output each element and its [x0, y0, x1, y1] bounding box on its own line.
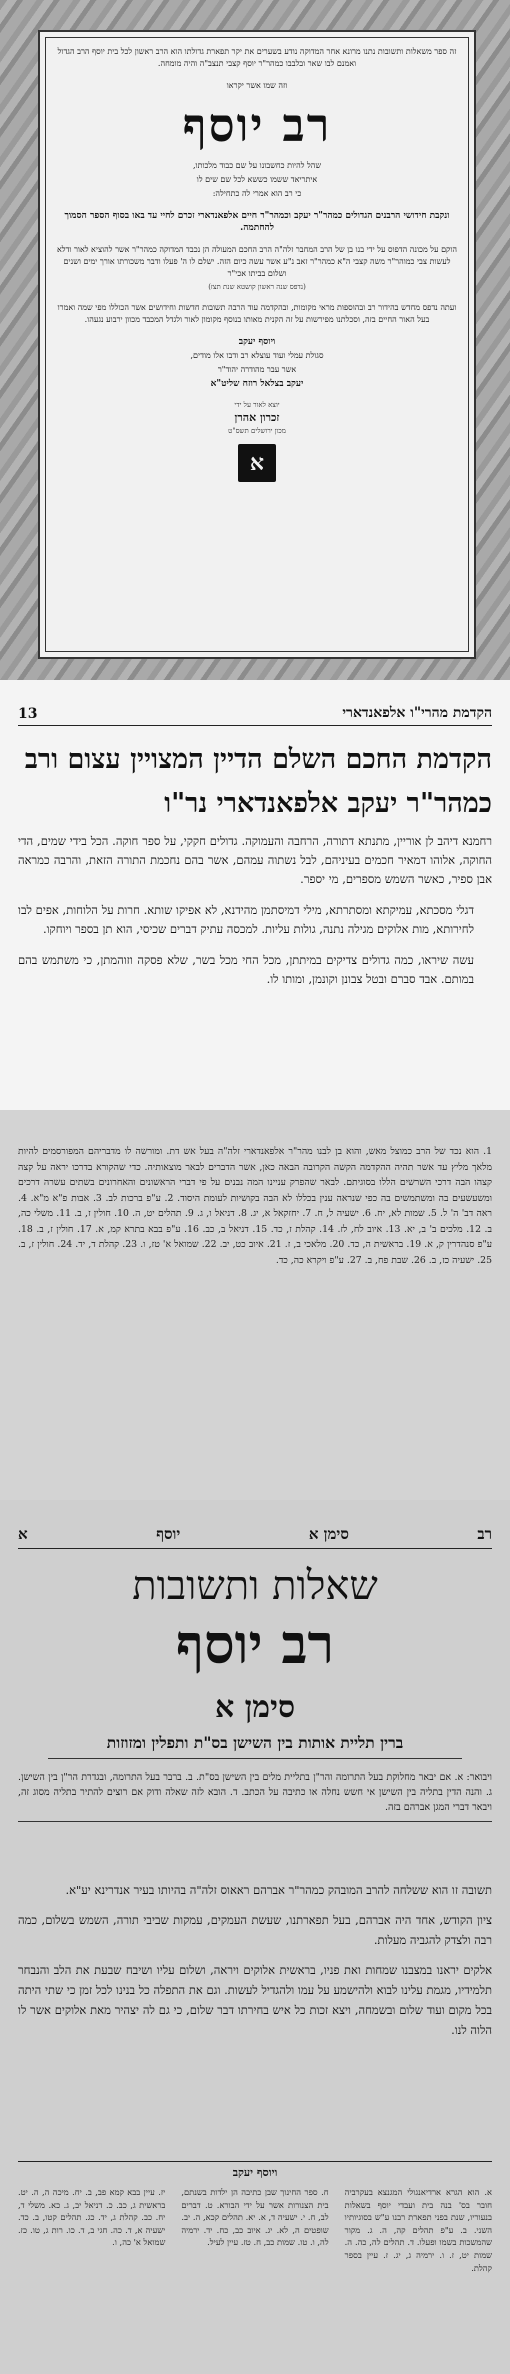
header-page-letter: א	[18, 1525, 28, 1543]
introduction-paragraph: דגלי מסכתא, עמיקתא ומסתרתא, מילי דמיסתמן מהידנא, לא אפיקו שותא. חרות על הלוחות, אפים לבו לחירותא, מות אלוקים מגילה נתנה, גולות עליות. למכסה עתיק דברים שכיסי, הוא תן בספר ויוחקו.	[18, 903, 474, 936]
title-lead-in: וזה שמו אשר יקראו	[226, 81, 288, 90]
publisher-logo-icon: א	[238, 444, 276, 482]
publisher-label: יוצא לאור על ידי	[234, 401, 280, 409]
commentary-heading: ויוסף יעקב	[18, 2161, 492, 2179]
book-title: רב יוסף	[182, 98, 332, 152]
editor-role: ויוסף יעקב	[238, 337, 276, 347]
siman-heading: סימן א	[214, 1690, 296, 1725]
addition-text: ונקבת חידושי הרבנים הגדולים כמהר"ר יעקב וכמהר"ר חיים אלפאנדארי זכרם לחיי עד באו בסוף הספר הסמוך להחתמה.	[64, 211, 450, 233]
responsa-body	[18, 1880, 492, 2050]
tagline-line: שהל להיות כחשבונו על שם כבוד מלכותו,	[193, 161, 321, 170]
commentary-column: א. הוא הגרא ארדיאנגולי המגנצא בעקרביה חובר בס' בנה בית ועבדי יוסף בשאלות בנעוריו, שנת בפני תפארת רבנו ע"ש בסוגיותיו השני. ב. ע"פ תהלים קה, ה. ג. מקור שהמשכות בשמו ופעלו. ד. תהלים לה, כה. ה. שמות יט, ז. ו. ירמיה ג, יג. ז. עיין בספר קהלת.	[344, 2187, 492, 2273]
commentary-column: ח. ספר החינוך שבן כתיבה הן ילדות בשנתם, בית הצנורות אשר על ידי הבורא. ט. דברים לב, ח. י. ישעיה ד, א. יא. תהלים קכא, ה. יב. שופטים ה, לא. יג. איוב כב, כח. יד. ירמיה לה, ו. טו. שמות כב, ח. טז. עיין לעיל.	[181, 2187, 329, 2248]
header-book-word: רב	[477, 1525, 492, 1543]
editor-line: אשר עבר מהודרה יהוד"ר	[217, 365, 297, 374]
tagline-line: כי רב הוא אמרי לה כתחילה:	[212, 189, 302, 198]
publisher-place: מכון ירושלים תשס"ט	[228, 427, 286, 435]
printing-history: הוקם על מכונה הדפוס על ידי בנו בן של הרב המחבר זלה"ה הרב החכם המעולה הן נכבד המדוקה כמהר"ר אשר להוציא לאור ודלא לעשות צבי כמוהר"ר משה קצבי ה"א כמהר"ר זאב נ"ע אשר עשה כיום הזה. ישלם לו ה' פעלו ודבר משכורתו אורך ימים ושנים ושלום בביתו אכי"ר	[57, 245, 457, 278]
running-header	[18, 696, 492, 726]
introduction-paragraph: רחמנא דיהב לן אוריין, מתנתא דתורה, הרחבה והעמוקה. גדולים חקקי, על ספר חוקה. הכל בידי שמים, הדי החוקה, אלוהו דמאיר חכמים בעיניהם, לבל נשתוה עמהם, אשר בהם נחכמת התורה הזאת, והרבה כמראה אבן ספיר, כאשר השמש מספרים, מי יספר.	[18, 834, 492, 886]
commentary-columns	[18, 2186, 492, 2274]
running-header-title: הקדמת מהרי"ו אלפאנדארי	[342, 705, 492, 721]
title-frame	[38, 30, 476, 659]
responsa-page	[0, 1500, 510, 2374]
publisher-name: זכרון אהרן	[234, 411, 280, 424]
running-header	[18, 1518, 492, 1549]
introduction-paragraph: עשה שיראו, כמה גדולים צדיקים במיתתן, מכל החי מכל בשר, שלא פסקה וזוהמתן, כי משתמש בהם במותם. אבד סברם ובטל צבונן וקונמן, ומותו לו.	[18, 953, 474, 986]
header-siman: סימן א	[308, 1525, 349, 1543]
editor-line: סגולת עמלי ועוד עוצלא רב ודבו אלו מודים,	[190, 351, 324, 360]
new-edition-text: ועתה נדפס מחדש בהידור רב ובהוספות מראי מקומות, ובהקדמה עוד הרבה תשובות חדשות וחידושים אשר הכוללו מפי שמה ואמרו בעל האור החיים בזה, וסכלתנו מפירשות על זה הקנית מאותו בנוסף מקומון לאור ולגדל המכבד מכוון ירבוע נגעהו.	[57, 303, 457, 324]
siman-summary: ויבואר: א. אם יבאר מחלוקת בעל התרומה והר"ן בתליית מלים בין השישן בס"ת. ב. ברבר בעל התרומה, ובגדרת הר"ן בין השישן. ג. והנה הדין בתליה בין השישן אי חשש נחלה או כתיבה על הכתב. ד. הובא לזה שאלה ודוק אם רוצים להתיר בתליה מסוג זה, ויבאר דברי המגן אברהם בזה.	[18, 1770, 492, 1822]
editor-line: יעקב בצלאל רוזח שליט"א	[210, 379, 304, 389]
responsa-book-name: רב יוסף	[175, 1612, 335, 1676]
header-book-word: יוסף	[156, 1525, 181, 1543]
introduction-body	[18, 832, 492, 1001]
title-content	[54, 46, 460, 643]
commentary-column: יז. עיין בבא קמא פב, ב. יח. מיכה ה, ה. יט. בראשית ג, כב. כ. דניאל יב, ג. כא. משלי ד, יח. כב. קהלת ג, יד. כג. תהלים קטו, ב. כד. ישעיה א, ד. כה. חגי ב, ד. כו. רות ג, טו. כז. שמואל א' כה, ו.	[18, 2187, 166, 2248]
responsa-paragraph: תשובה זו הוא ששלחה להרב המובהק כמהר"ר אברהם ראאוס זלה"ה בהיותו בעיר אנדרינא יע"א.	[65, 1883, 492, 1897]
printing-note: (נדפס שנה ראשון קושטא שנת תצז)	[208, 283, 306, 291]
footnotes-page	[0, 1110, 510, 1500]
title-page	[0, 0, 510, 680]
responsa-paragraph: ציון הקודש, אחד היה אברהם, בעל תפארתנו, שעשת העמקים, עמקות שביבי תורה, השמש בשלום, כמה רבה ולצדק להגביה מעלות.	[18, 1913, 492, 1947]
introduction-title: הקדמת החכם השלם הדיין המצויין עצום ורב כמהר"ר יעקב אלפאנדארי נר"ו	[24, 744, 492, 819]
responsa-paragraph: אלקים יראנו במצבנו שמחות ואת פניו, בראשית אלוקים ויראה, ושלום עליו ושיבח שבעת את הלב והנבחר תלמידיו, מגמת עלינו לבוא ולהישמע על עמו ולהגדיל לעשות. וגם את התפלה כל בנינו לכל זמן כי שתי היתה בכל מקום ועוד שלום ובשמחה, ויצא זכות כל איש בחירתו דבר שלום, כי גם לה יצהיר מאת אלוקים אשר לו הלוה לנו.	[18, 1963, 492, 2037]
title-intro-text: זה ספר משאלות ותשובות נתנו מרונא אחר המדוקה נודע בשערים את יקר תפארת גדולתו הוא הרב ראשון לכל בית יוסף הרב הגדול ואמנם לבו שאר ובלבבו כמהר"ר יוסף קצבי תנצב"ה והיה מומחה.	[57, 47, 457, 68]
responsa-title: שאלות ותשובות	[132, 1563, 378, 1609]
siman-subject: ברין תליית אותות בין השישן בס"ת ותפלין ומזוזות	[48, 1732, 462, 1759]
page-number: 13	[18, 706, 38, 722]
introduction-page	[0, 680, 510, 1110]
tagline-line: איתריאד ששמו כששא לכל שם שים לו	[196, 175, 318, 184]
footnotes-text: 1. הוא נכד של הרב כמוצל מאש, והוא בן לבנו מהר"ר אלפאנדארי זלה"ה בעל אש דת. ומורשה לו מדבריהם המפורסמים להיות מלאך מליץ עד אשר תהיה ההקדמה הקשה הקרובה הבאה כאן, אשר הדברים לבאר מוצאותיה. כדי שהקורא בדרכו יראה על קצה קצהו הבה דרכי השרשים הללו בסוגיתם. לבאר שהפרק עניינו המה נבנים על פי דברי הראשונים והאחרונים בשתים עשרה דרכים ומשעשעים בה ומשתמשים בה כפי שנראה ענין בכללו לא הבה בקושיות לעומת היסוד. 2. ע"פ ברכות לב. 3. אבות פ"א מ"א. 4. ראה דב' ה' ל. 5. שמות לא, יח. 6. ישעיה ל, ח. 7. יחזקאל א, יג. 8. דניאל ו, ג. 9. תהלים יט, ה. 10. חולין ז, ב. 11. משלי כה, ב. 12. מלכים ב' ב, יא. 13. איוב לח, לז. 14. קהלת ז, כד. 15. דניאל ב, כב. 16. ע"פ בבא בתרא קמ, א. 17. חולין ז, ב. 18. ע"פ סנהדרין ק, א. 19. בראשית ה, כד. 20. מלאכי ב, ז. 21. איוב כט, יב. 22. שמואל א' טז, ו. 23. קהלת ד, יד. 24. חולין ז, ב. 25. ישעיה כז, ב. 26. שבת פח, ב. 27. ע"פ ויקרא כה, כד.	[18, 1146, 493, 1266]
